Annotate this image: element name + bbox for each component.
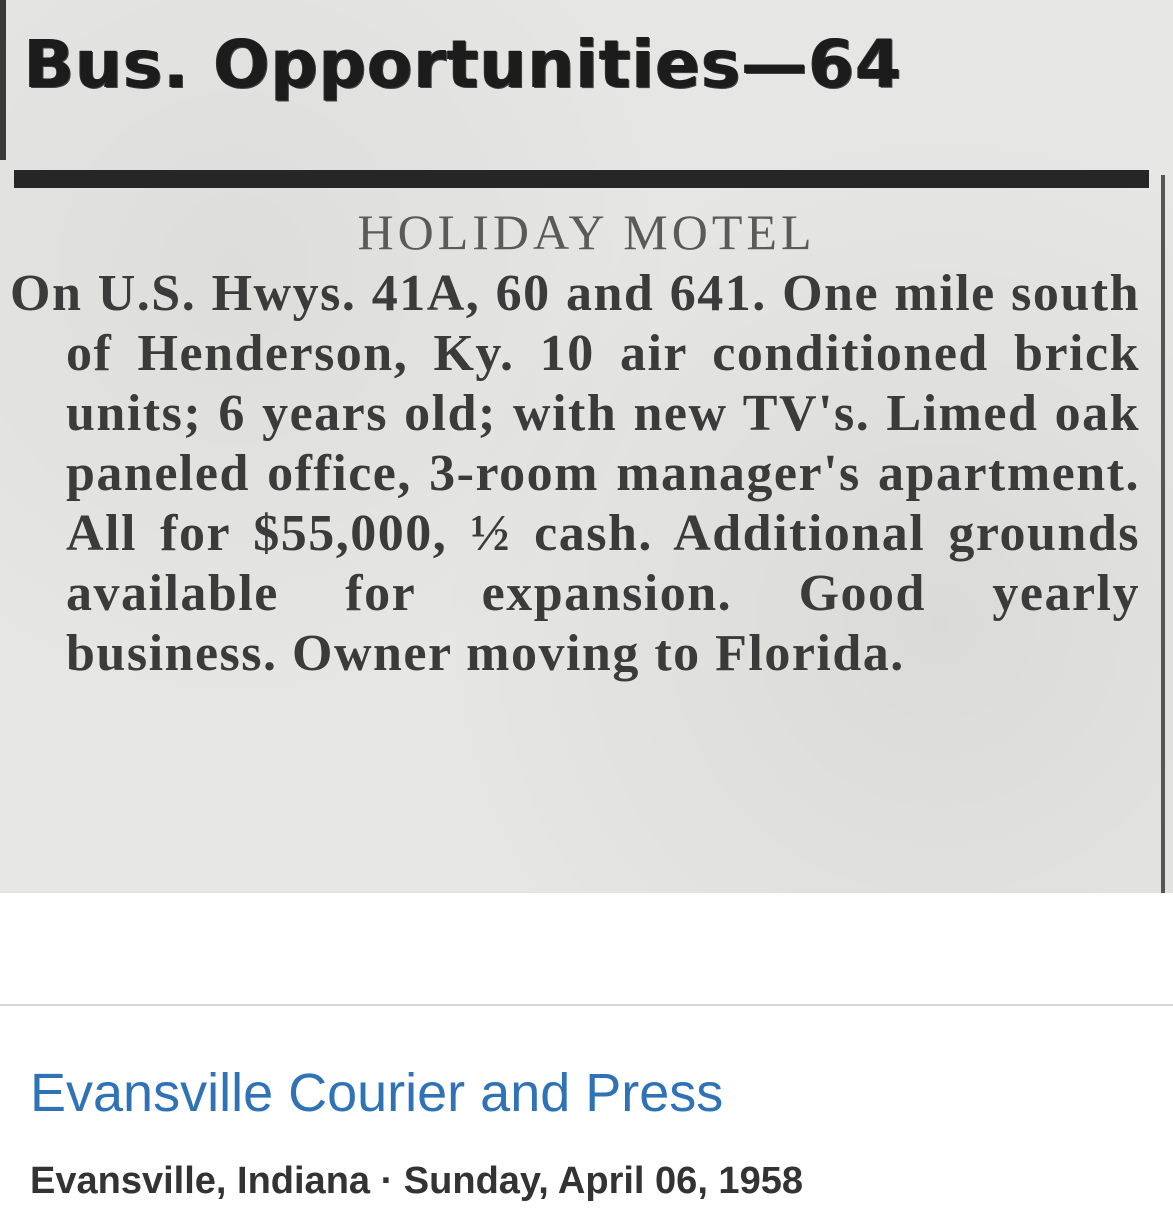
section-heading: Bus. Opportunities—64: [24, 26, 903, 103]
clipping-left-border: [0, 0, 6, 160]
caption-divider: [0, 1004, 1173, 1006]
newspaper-name-link[interactable]: Evansville Courier and Press: [30, 1063, 724, 1123]
ad-title: HOLIDAY MOTEL: [357, 204, 816, 260]
ad-body: On U.S. Hwys. 41A, 60 and 641. One mile south of Henderson, Ky. 10 air conditioned brick units; 6 years old; with new TV's. Limed oak paneled office, 3-room manager's apartment. All for $55,000, ½ cash. Additional grounds available for expansion. Good yearly business. Owner moving to Florida.: [10, 265, 1140, 682]
clipping-right-border: [1161, 175, 1165, 893]
heading-rule: [14, 170, 1149, 188]
dateline: Evansville, Indiana · Sunday, April 06, 1958: [30, 1160, 803, 1202]
